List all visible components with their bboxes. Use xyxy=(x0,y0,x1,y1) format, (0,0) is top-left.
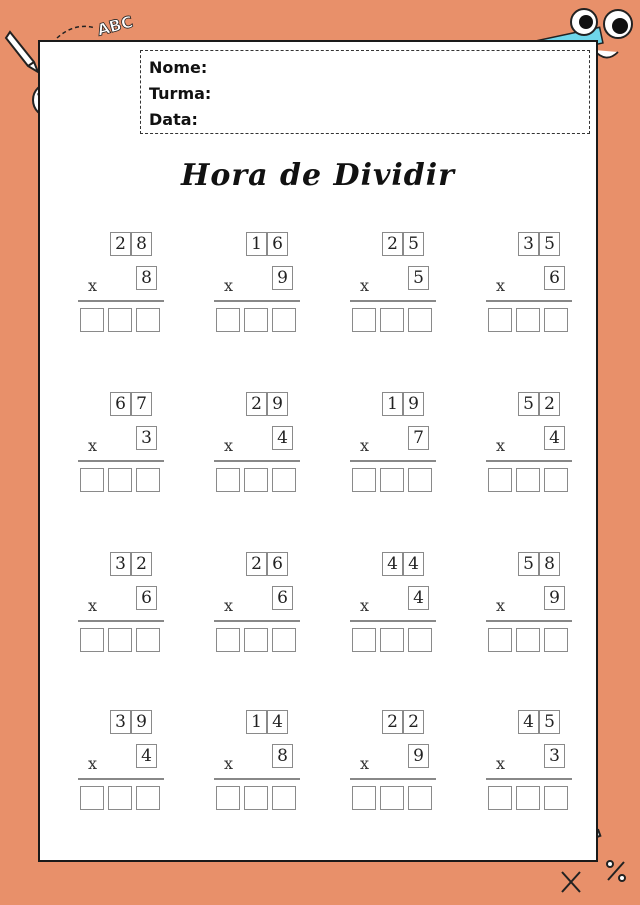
answer-box[interactable] xyxy=(408,628,432,652)
multiplication-problem xyxy=(76,710,166,810)
multiply-operator: x xyxy=(224,276,234,295)
multiplication-problem xyxy=(212,232,302,332)
top-digit: 4 xyxy=(518,710,539,734)
answer-box[interactable] xyxy=(216,468,240,492)
top-digit: 4 xyxy=(267,710,288,734)
bottom-digit: 3 xyxy=(136,426,157,450)
multiply-operator: x xyxy=(496,754,506,773)
bottom-digit: 4 xyxy=(408,586,429,610)
answer-line xyxy=(350,300,436,302)
top-digit: 2 xyxy=(539,392,560,416)
answer-box[interactable] xyxy=(408,308,432,332)
answer-box[interactable] xyxy=(516,468,540,492)
top-digit: 9 xyxy=(267,392,288,416)
answer-line xyxy=(486,778,572,780)
top-digit: 5 xyxy=(539,232,560,256)
answer-line xyxy=(214,300,300,302)
answer-box[interactable] xyxy=(244,786,268,810)
multiply-operator: x xyxy=(88,596,98,615)
top-digit: 8 xyxy=(539,552,560,576)
multiplication-problem xyxy=(76,392,166,492)
top-digit: 6 xyxy=(267,232,288,256)
top-digit: 1 xyxy=(246,232,267,256)
bottom-digit: 4 xyxy=(136,744,157,768)
multiplication-problem xyxy=(348,552,438,652)
answer-box[interactable] xyxy=(516,786,540,810)
multiply-operator: x xyxy=(496,276,506,295)
name-label: Nome: xyxy=(149,58,208,77)
answer-box[interactable] xyxy=(80,308,104,332)
multiplication-problem xyxy=(212,392,302,492)
top-digit: 7 xyxy=(131,392,152,416)
answer-line xyxy=(486,620,572,622)
answer-box[interactable] xyxy=(380,628,404,652)
answer-box[interactable] xyxy=(380,786,404,810)
answer-box[interactable] xyxy=(272,628,296,652)
top-digit: 3 xyxy=(518,232,539,256)
top-digit: 2 xyxy=(131,552,152,576)
date-label: Data: xyxy=(149,110,198,129)
answer-box[interactable] xyxy=(108,786,132,810)
bottom-digit: 6 xyxy=(136,586,157,610)
top-digit: 5 xyxy=(518,552,539,576)
answer-box[interactable] xyxy=(544,628,568,652)
answer-box[interactable] xyxy=(216,786,240,810)
answer-box[interactable] xyxy=(216,308,240,332)
multiply-operator: x xyxy=(224,754,234,773)
multiplication-problem xyxy=(484,552,574,652)
answer-box[interactable] xyxy=(244,308,268,332)
bottom-digit: 8 xyxy=(272,744,293,768)
answer-box[interactable] xyxy=(544,786,568,810)
multiply-operator: x xyxy=(360,436,370,455)
answer-box[interactable] xyxy=(108,468,132,492)
top-digit: 1 xyxy=(382,392,403,416)
answer-box[interactable] xyxy=(80,786,104,810)
answer-line xyxy=(214,778,300,780)
top-digit: 6 xyxy=(267,552,288,576)
multiplication-problem xyxy=(212,552,302,652)
answer-box[interactable] xyxy=(272,786,296,810)
bottom-digit: 9 xyxy=(544,586,565,610)
answer-line xyxy=(78,460,164,462)
multiplication-problem xyxy=(484,392,574,492)
multiplication-problem xyxy=(484,232,574,332)
answer-line xyxy=(214,460,300,462)
answer-box[interactable] xyxy=(544,308,568,332)
multiply-operator: x xyxy=(360,596,370,615)
multiply-operator: x xyxy=(88,754,98,773)
bottom-digit: 3 xyxy=(544,744,565,768)
answer-box[interactable] xyxy=(136,308,160,332)
top-digit: 8 xyxy=(131,232,152,256)
bottom-digit: 4 xyxy=(544,426,565,450)
answer-box[interactable] xyxy=(516,628,540,652)
answer-box[interactable] xyxy=(488,628,512,652)
top-digit: 3 xyxy=(110,552,131,576)
answer-box[interactable] xyxy=(352,468,376,492)
top-digit: 4 xyxy=(382,552,403,576)
bottom-digit: 6 xyxy=(272,586,293,610)
answer-line xyxy=(214,620,300,622)
answer-box[interactable] xyxy=(216,628,240,652)
top-digit: 2 xyxy=(110,232,131,256)
answer-box[interactable] xyxy=(408,468,432,492)
multiplication-problem xyxy=(76,232,166,332)
answer-line xyxy=(486,300,572,302)
answer-line xyxy=(486,460,572,462)
answer-box[interactable] xyxy=(408,786,432,810)
top-digit: 9 xyxy=(403,392,424,416)
answer-line xyxy=(78,620,164,622)
top-digit: 5 xyxy=(403,232,424,256)
multiply-operator: x xyxy=(360,276,370,295)
class-label: Turma: xyxy=(149,84,212,103)
answer-box[interactable] xyxy=(272,308,296,332)
top-digit: 4 xyxy=(403,552,424,576)
multiplication-problem xyxy=(212,710,302,810)
bottom-digit: 9 xyxy=(408,744,429,768)
answer-box[interactable] xyxy=(352,628,376,652)
answer-box[interactable] xyxy=(108,308,132,332)
answer-line xyxy=(78,778,164,780)
multiply-operator: x xyxy=(224,596,234,615)
top-digit: 5 xyxy=(518,392,539,416)
answer-box[interactable] xyxy=(80,628,104,652)
svg-text:ABC: ABC xyxy=(94,11,135,40)
multiply-operator: x xyxy=(360,754,370,773)
multiply-operator: x xyxy=(496,596,506,615)
answer-box[interactable] xyxy=(244,468,268,492)
answer-box[interactable] xyxy=(352,308,376,332)
multiplication-problem xyxy=(348,232,438,332)
multiplication-problem xyxy=(76,552,166,652)
answer-box[interactable] xyxy=(352,786,376,810)
answer-box[interactable] xyxy=(488,786,512,810)
top-digit: 2 xyxy=(382,232,403,256)
bottom-digit: 5 xyxy=(408,266,429,290)
answer-box[interactable] xyxy=(272,468,296,492)
answer-box[interactable] xyxy=(136,786,160,810)
worksheet-page xyxy=(38,40,598,862)
top-digit: 6 xyxy=(110,392,131,416)
multiplication-problem xyxy=(348,710,438,810)
multiply-operator: x xyxy=(88,276,98,295)
answer-box[interactable] xyxy=(516,308,540,332)
answer-line xyxy=(350,620,436,622)
multiply-operator: x xyxy=(496,436,506,455)
answer-box[interactable] xyxy=(108,628,132,652)
answer-box[interactable] xyxy=(136,468,160,492)
answer-box[interactable] xyxy=(380,468,404,492)
answer-box[interactable] xyxy=(136,628,160,652)
top-digit: 2 xyxy=(246,552,267,576)
bottom-digit: 4 xyxy=(272,426,293,450)
problem-grid xyxy=(40,42,596,860)
bottom-digit: 6 xyxy=(544,266,565,290)
top-digit: 2 xyxy=(246,392,267,416)
answer-box[interactable] xyxy=(488,468,512,492)
top-digit: 2 xyxy=(403,710,424,734)
multiply-operator: x xyxy=(224,436,234,455)
multiplication-problem xyxy=(484,710,574,810)
answer-box[interactable] xyxy=(544,468,568,492)
answer-line xyxy=(350,778,436,780)
multiply-operator: x xyxy=(88,436,98,455)
top-digit: 1 xyxy=(246,710,267,734)
top-digit: 5 xyxy=(539,710,560,734)
answer-line xyxy=(350,460,436,462)
answer-box[interactable] xyxy=(488,308,512,332)
top-digit: 9 xyxy=(131,710,152,734)
answer-box[interactable] xyxy=(244,628,268,652)
bottom-digit: 7 xyxy=(408,426,429,450)
answer-line xyxy=(78,300,164,302)
bottom-digit: 9 xyxy=(272,266,293,290)
top-digit: 2 xyxy=(382,710,403,734)
answer-box[interactable] xyxy=(380,308,404,332)
top-digit: 3 xyxy=(110,710,131,734)
bottom-digit: 8 xyxy=(136,266,157,290)
answer-box[interactable] xyxy=(80,468,104,492)
page-title: Hora de Dividir xyxy=(181,158,455,193)
multiplication-problem xyxy=(348,392,438,492)
